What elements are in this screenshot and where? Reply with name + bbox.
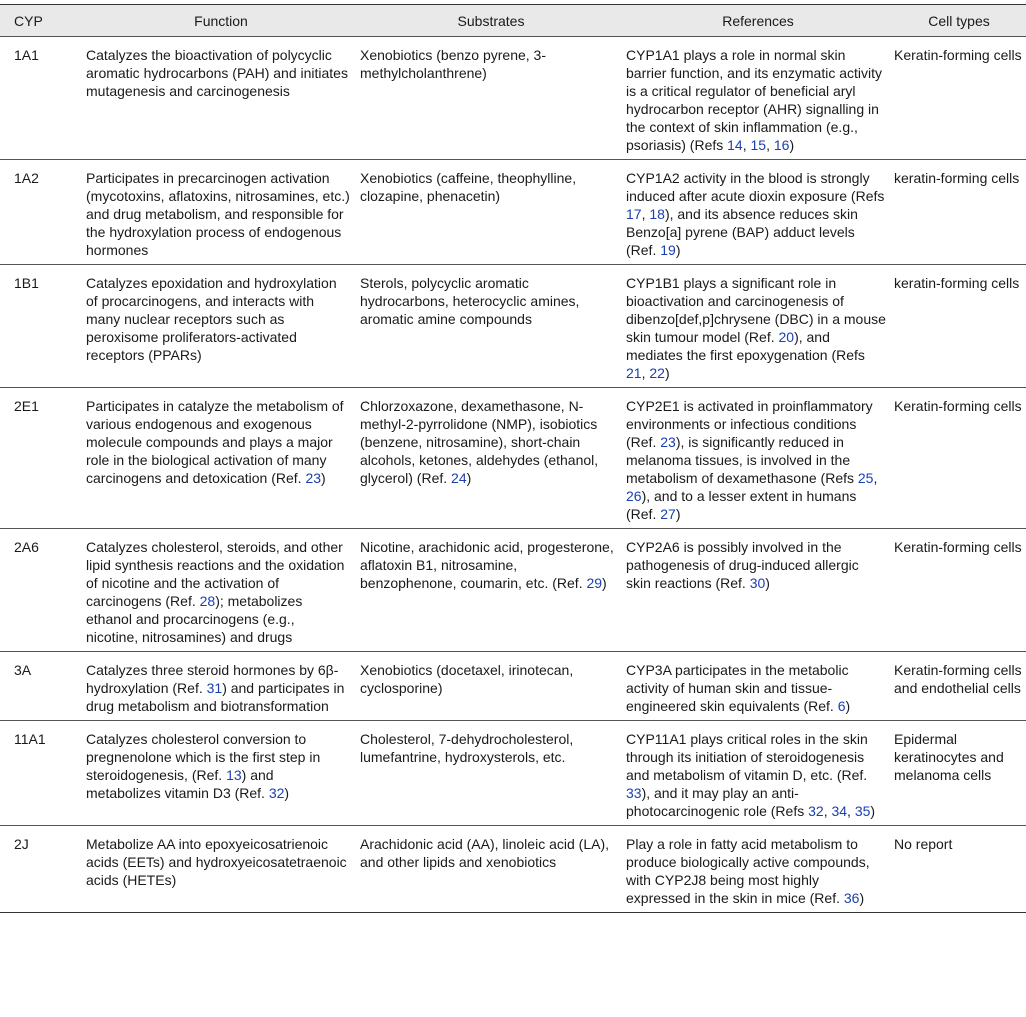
cell-text: ), is significantly reduced in melanoma tissues, is involved in the metabolism of dexamethasone (Refs (626, 434, 858, 486)
reference-link[interactable]: 29 (586, 575, 603, 591)
reference-link[interactable]: 14 (727, 137, 743, 153)
cell-text: Catalyzes cholesterol conversion to pregnenolone which is the first step in steroidogenesis, (Ref. (86, 731, 321, 783)
cell-text: Participates in catalyze the metabolism of various endogenous and exogenous molecule compounds and plays a major role in the biological activation of many carcinogens and detoxication (Ref. (86, 398, 344, 486)
reference-link[interactable]: 18 (649, 206, 665, 222)
cell-types-cell: Keratin-forming cells (894, 47, 1022, 63)
cell-text: Xenobiotics (caffeine, theophylline, clozapine, phenacetin) (360, 170, 577, 204)
cell-text: ) (675, 242, 681, 258)
reference-link[interactable]: 34 (831, 803, 848, 819)
reference-link[interactable]: 23 (305, 470, 322, 486)
table-row (0, 37, 1026, 160)
table-row (0, 721, 1026, 826)
cell-text: ) (602, 575, 607, 591)
reference-link[interactable]: 32 (808, 803, 824, 819)
cell-text: CYP1A1 plays a role in normal skin barrier function, and its enzymatic activity is a critical regulator of beneficial aryl hydrocarbon receptor (AHR) signalling in the context of skin inflammation (e.g., psoriasis) (Refs (626, 47, 882, 153)
reference-link[interactable]: 32 (268, 785, 285, 801)
substrates-cell (358, 529, 624, 652)
table-row (0, 388, 1026, 529)
references-cell (624, 265, 892, 388)
header-cyp: CYP (14, 12, 43, 29)
cell-text: ) (789, 137, 795, 153)
substrates-cell (358, 826, 624, 913)
cell-text: CYP1B1 plays a significant role in bioactivation and carcinogenesis of dibenzo[def,p]chrysene (DBC) in a mouse skin tumour model (Ref. (626, 275, 886, 345)
cell-types-cell: Keratin-forming cells and endothelial cells (894, 662, 1022, 696)
cell-text: CYP11A1 plays critical roles in the skin through its initiation of steroidogenesis and metabolism of vitamin D, etc. (Ref. (626, 731, 868, 783)
function-cell (84, 721, 358, 826)
table-row (0, 826, 1026, 913)
reference-link[interactable]: 27 (660, 506, 676, 522)
function-cell (84, 160, 358, 265)
reference-link[interactable]: 26 (626, 488, 642, 504)
substrates-cell (358, 721, 624, 826)
substrates-cell (358, 265, 624, 388)
cell-text: Play a role in fatty acid metabolism to produce biologically active compounds, with CYP2J8 being most highly expressed in the skin in mice (Ref. (626, 836, 870, 906)
reference-link[interactable]: 22 (649, 365, 665, 381)
header-substrates: Substrates (457, 12, 525, 29)
substrates-cell (358, 652, 624, 721)
cell-text: ), and to a lesser extent in humans (Ref. (626, 488, 857, 522)
cell-text: ), and its absence reduces skin Benzo[a] pyrene (BAP) adduct levels (Ref. (626, 206, 858, 258)
cell-text: ) (675, 506, 681, 522)
cell-text: CYP3A participates in the metabolic activity of human skin and tissue-engineered skin equivalents (Ref. (626, 662, 849, 714)
table-row (0, 265, 1026, 388)
cyp-cell: 2A6 (14, 539, 39, 555)
reference-link[interactable]: 13 (226, 767, 242, 783)
cell-text: ), and mediates the first epoxygenation (Refs (626, 329, 865, 363)
cell-types-cell: keratin-forming cells (894, 275, 1020, 291)
cell-text: , (641, 206, 650, 222)
reference-link[interactable]: 17 (626, 206, 642, 222)
reference-link[interactable]: 25 (857, 470, 874, 486)
cyp-cell: 1B1 (14, 275, 39, 291)
cell-types-cell: No report (894, 836, 953, 852)
cell-text: Catalyzes the bioactivation of polycyclic aromatic hydrocarbons (PAH) and initiates mutagenesis and carcinogenesis (86, 47, 348, 99)
cell-text: Catalyzes three steroid hormones by 6β-hydroxylation (Ref. (86, 662, 339, 696)
cell-text: Participates in precarcinogen activation (mycotoxins, aflatoxins, nitrosamines, etc.) and drug metabolism, and responsible for the hydroxylation process of endogenous hormones (86, 170, 350, 258)
cyp-cell: 3A (14, 662, 32, 678)
substrates-cell (358, 160, 624, 265)
reference-link[interactable]: 35 (854, 803, 871, 819)
reference-link[interactable]: 21 (626, 365, 642, 381)
cell-text: ) and metabolizes vitamin D3 (Ref. (86, 767, 274, 801)
cell-text: , (823, 803, 832, 819)
cell-types-cell: Keratin-forming cells (894, 398, 1022, 414)
cell-text: ) (765, 575, 770, 591)
references-cell (624, 826, 892, 913)
cell-text: ) (321, 470, 326, 486)
function-cell (84, 37, 358, 160)
cell-text: Xenobiotics (docetaxel, irinotecan, cyclosporine) (360, 662, 574, 696)
cell-text: ); metabolizes ethanol and procarcinogens (e.g., nicotine, nitrosamines) and drugs (86, 593, 303, 645)
cell-text: CYP1A2 activity in the blood is strongly induced after acute dioxin exposure (Refs (626, 170, 885, 204)
reference-link[interactable]: 19 (660, 242, 676, 258)
header-cell-types: Cell types (928, 12, 990, 29)
cell-text: , (641, 365, 650, 381)
function-cell (84, 529, 358, 652)
reference-link[interactable]: 28 (199, 593, 216, 609)
reference-link[interactable]: 36 (843, 890, 860, 906)
function-cell (84, 652, 358, 721)
cell-text: CYP2A6 is possibly involved in the pathogenesis of drug-induced allergic skin reactions (Ref. (626, 539, 859, 591)
cell-text: ) (870, 803, 876, 819)
references-cell (624, 529, 892, 652)
reference-link[interactable]: 33 (626, 785, 642, 801)
reference-link[interactable]: 30 (749, 575, 766, 591)
references-cell (624, 652, 892, 721)
table-row (0, 529, 1026, 652)
table-row (0, 652, 1026, 721)
cell-types-cell: keratin-forming cells (894, 170, 1020, 186)
cell-text: ) (859, 890, 865, 906)
cell-text: ) (845, 698, 851, 714)
cyp-cell: 2E1 (14, 398, 39, 414)
header-references: References (722, 12, 794, 29)
cell-text: Xenobiotics (benzo pyrene, 3-methylcholanthrene) (360, 47, 546, 81)
substrates-cell (358, 388, 624, 529)
cell-text: ) and participates in drug metabolism and biotransformation (86, 680, 345, 714)
references-cell (624, 388, 892, 529)
cell-types-cell: Epidermal keratinocytes and melanoma cells (894, 731, 1004, 783)
reference-link[interactable]: 23 (660, 434, 676, 450)
references-cell (624, 721, 892, 826)
cell-text: Cholesterol, 7-dehydrocholesterol, lumefantrine, hydroxysterols, etc. (360, 731, 574, 765)
cell-text: Sterols, polycyclic aromatic hydrocarbons, heterocyclic amines, aromatic amine compounds (360, 275, 580, 327)
cell-text: , (873, 470, 878, 486)
cell-text: Chlorzoxazone, dexamethasone, N-methyl-2-pyrrolidone (NMP), isobiotics (benzene, nitrosamine), short-chain alcohols, ketones, aldehydes (ethanol, glycerol) (Ref. (360, 398, 599, 486)
references-cell (624, 160, 892, 265)
reference-link[interactable]: 31 (206, 680, 223, 696)
cyp-table (0, 4, 1026, 913)
cell-text: Metabolize AA into epoxyeicosatrienoic acids (EETs) and hydroxyeicosatetraenoic acids (HETEs) (86, 836, 347, 888)
cell-text: Catalyzes cholesterol, steroids, and other lipid synthesis reactions and the oxidation of nicotine and the activation of carcinogens (Ref. (86, 539, 345, 609)
cell-text: Arachidonic acid (AA), linoleic acid (LA), and other lipids and xenobiotics (360, 836, 609, 870)
cyp-cell: 11A1 (14, 731, 46, 747)
cyp-cell: 1A2 (14, 170, 39, 186)
function-cell (84, 826, 358, 913)
cell-text: ) (664, 365, 670, 381)
references-cell (624, 37, 892, 160)
reference-link[interactable]: 20 (778, 329, 795, 345)
cell-text: ), and it may play an anti-photocarcinogenic role (Refs (626, 785, 809, 819)
reference-link[interactable]: 6 (837, 698, 846, 714)
reference-link[interactable]: 16 (773, 137, 790, 153)
cyp-cell: 1A1 (14, 47, 39, 63)
function-cell (84, 265, 358, 388)
cell-text: , (742, 137, 751, 153)
cell-text: CYP2E1 is activated in proinflammatory environments or infectious conditions (Ref. (626, 398, 873, 450)
cell-text: Catalyzes epoxidation and hydroxylation of procarcinogens, and interacts with many nuclear receptors such as peroxisome proliferators-activated receptors (PPARs) (86, 275, 337, 363)
cell-text: , (766, 137, 774, 153)
cell-text: , (847, 803, 855, 819)
table-row (0, 160, 1026, 265)
table-header-row (0, 5, 1026, 37)
function-cell (84, 388, 358, 529)
reference-link[interactable]: 24 (451, 470, 467, 486)
cyp-cell: 2J (14, 836, 29, 852)
cell-text: ) (466, 470, 472, 486)
cell-text: Nicotine, arachidonic acid, progesterone, aflatoxin B1, nitrosamine, benzophenone, coumarin, etc. (Ref. (360, 539, 614, 591)
substrates-cell (358, 37, 624, 160)
reference-link[interactable]: 15 (750, 137, 767, 153)
header-function: Function (194, 12, 248, 29)
cell-types-cell: Keratin-forming cells (894, 539, 1022, 555)
cell-text: ) (284, 785, 290, 801)
